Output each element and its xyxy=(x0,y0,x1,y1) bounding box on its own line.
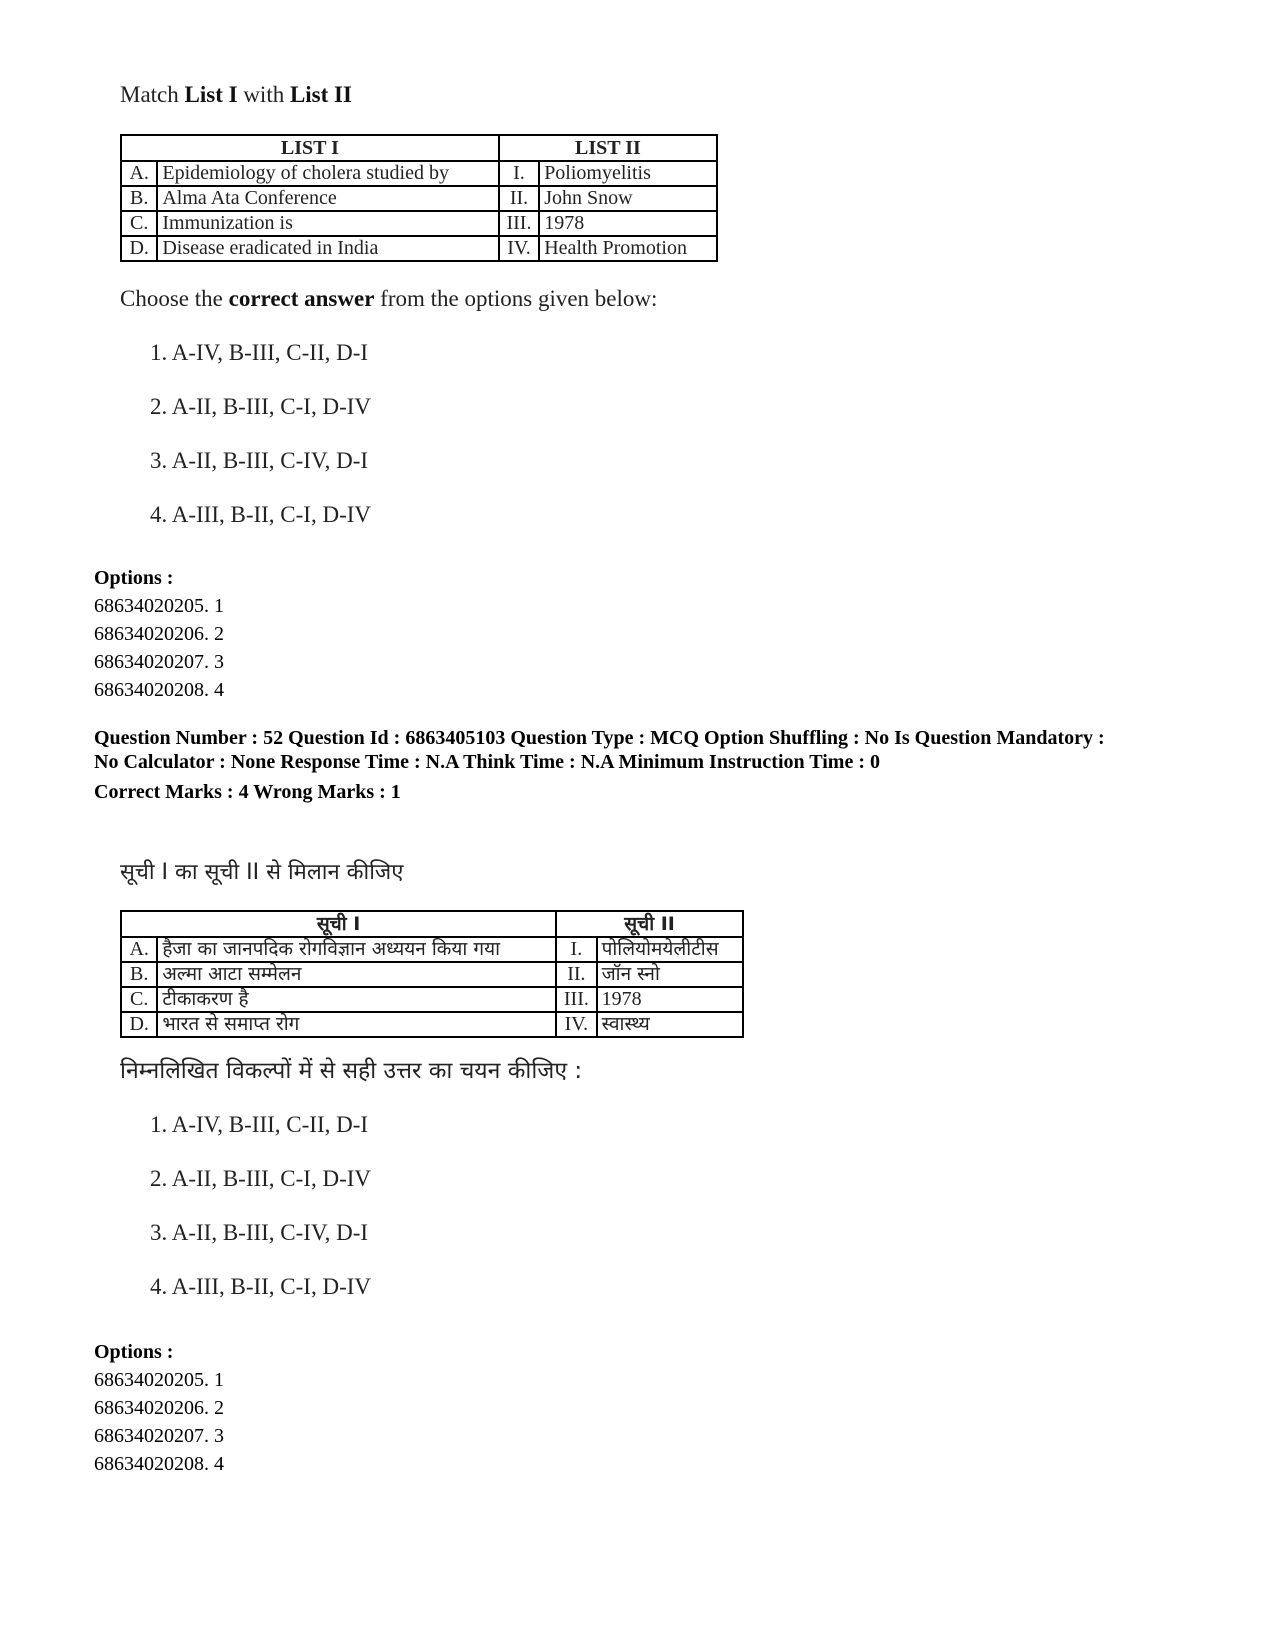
table-row xyxy=(121,962,743,987)
row-ritem: John Snow xyxy=(539,186,717,211)
instruction-text: Match xyxy=(120,82,185,107)
choose-bold: correct answer xyxy=(228,286,375,311)
instruction-text: with xyxy=(237,82,290,107)
list1-header: LIST I xyxy=(121,135,499,161)
row-rkey: IV. xyxy=(499,236,539,261)
row-key: D. xyxy=(121,236,157,261)
choose-text: from the options given below: xyxy=(374,286,658,311)
row-key: D. xyxy=(121,1012,157,1037)
answer-list-hindi xyxy=(150,1110,744,1302)
match-instruction-hindi: सूची I का सूची II से मिलान कीजिए xyxy=(120,860,404,885)
table-row xyxy=(121,937,743,962)
row-item: टीकाकरण है xyxy=(157,987,556,1012)
question-info-line: No Calculator : None Response Time : N.A Think Time : N.A Minimum Instruction Time : 0 xyxy=(94,751,880,773)
row-item: Epidemiology of cholera studied by xyxy=(157,161,498,186)
option-id: 68634020208. 4 xyxy=(94,1453,224,1475)
answer-option: 3. A-II, B-III, C-IV, D-I xyxy=(150,1220,369,1245)
table-row xyxy=(121,211,717,236)
question-info-line: Question Number : 52 Question Id : 6863405103 Question Type : MCQ Option Shuffling : No Is Question Mandatory : xyxy=(94,727,1105,749)
answer-option: 3. A-II, B-III, C-IV, D-I xyxy=(150,448,369,473)
table-row xyxy=(121,236,717,261)
choose-instruction xyxy=(120,284,718,314)
row-item: Immunization is xyxy=(157,211,498,236)
option-id: 68634020206. 2 xyxy=(94,623,224,645)
row-ritem: जॉन स्नो xyxy=(597,962,743,987)
row-ritem: Health Promotion xyxy=(539,236,717,261)
answer-option: 4. A-III, B-II, C-I, D-IV xyxy=(150,502,371,527)
answer-option: 2. A-II, B-III, C-I, D-IV xyxy=(150,394,371,419)
row-item: Disease eradicated in India xyxy=(157,236,498,261)
instruction-list2: List II xyxy=(289,82,352,107)
answer-list-english xyxy=(150,338,718,530)
table-row xyxy=(121,186,717,211)
list2-header: सूची II xyxy=(556,911,743,937)
row-rkey: II. xyxy=(556,962,596,987)
table-header-row xyxy=(121,135,717,161)
table-row xyxy=(121,161,717,186)
row-key: A. xyxy=(121,161,157,186)
option-id: 68634020207. 3 xyxy=(94,1425,224,1447)
row-key: A. xyxy=(121,937,157,962)
option-id: 68634020208. 4 xyxy=(94,679,224,701)
option-id: 68634020206. 2 xyxy=(94,1397,224,1419)
options-block xyxy=(94,1338,224,1478)
row-item: भारत से समाप्त रोग xyxy=(157,1012,556,1037)
answer-option: 1. A-IV, B-III, C-II, D-I xyxy=(150,340,369,365)
row-ritem: 1978 xyxy=(539,211,717,236)
answer-option: 2. A-II, B-III, C-I, D-IV xyxy=(150,1166,371,1191)
options-label: Options : xyxy=(94,567,174,589)
list1-header: सूची I xyxy=(121,911,556,937)
row-rkey: I. xyxy=(499,161,539,186)
options-block xyxy=(94,564,224,704)
row-key: B. xyxy=(121,186,157,211)
row-rkey: II. xyxy=(499,186,539,211)
match-table-hindi xyxy=(120,910,744,1038)
match-instruction xyxy=(120,80,718,110)
list2-header: LIST II xyxy=(499,135,717,161)
row-rkey: III. xyxy=(556,987,596,1012)
options-label: Options : xyxy=(94,1341,174,1363)
row-rkey: I. xyxy=(556,937,596,962)
row-key: C. xyxy=(121,211,157,236)
question-marks: Correct Marks : 4 Wrong Marks : 1 xyxy=(94,781,401,803)
row-key: B. xyxy=(121,962,157,987)
choose-text: Choose the xyxy=(120,286,229,311)
choose-instruction-hindi: निम्नलिखित विकल्पों में से सही उत्तर का चयन कीजिए : xyxy=(120,1058,583,1084)
row-rkey: III. xyxy=(499,211,539,236)
table-row xyxy=(121,1012,743,1037)
question-info xyxy=(94,726,1214,804)
row-ritem: स्वास्थ्य xyxy=(597,1012,743,1037)
option-id: 68634020207. 3 xyxy=(94,651,224,673)
row-item: Alma Ata Conference xyxy=(157,186,498,211)
match-table-english xyxy=(120,134,718,262)
answer-option: 1. A-IV, B-III, C-II, D-I xyxy=(150,1112,369,1137)
row-item: हैजा का जानपदिक रोगविज्ञान अध्ययन किया गया xyxy=(157,937,556,962)
hindi-question xyxy=(120,858,744,1326)
option-id: 68634020205. 1 xyxy=(94,595,224,617)
english-question xyxy=(120,80,718,554)
row-rkey: IV. xyxy=(556,1012,596,1037)
instruction-list1: List I xyxy=(184,82,238,107)
row-key: C. xyxy=(121,987,157,1012)
answer-option: 4. A-III, B-II, C-I, D-IV xyxy=(150,1274,371,1299)
row-item: अल्मा आटा सम्मेलन xyxy=(157,962,556,987)
option-id: 68634020205. 1 xyxy=(94,1369,224,1391)
table-header-row xyxy=(121,911,743,937)
row-ritem: 1978 xyxy=(597,987,743,1012)
table-row xyxy=(121,987,743,1012)
row-ritem: पोलियोमयेलीटीस xyxy=(597,937,743,962)
row-ritem: Poliomyelitis xyxy=(539,161,717,186)
